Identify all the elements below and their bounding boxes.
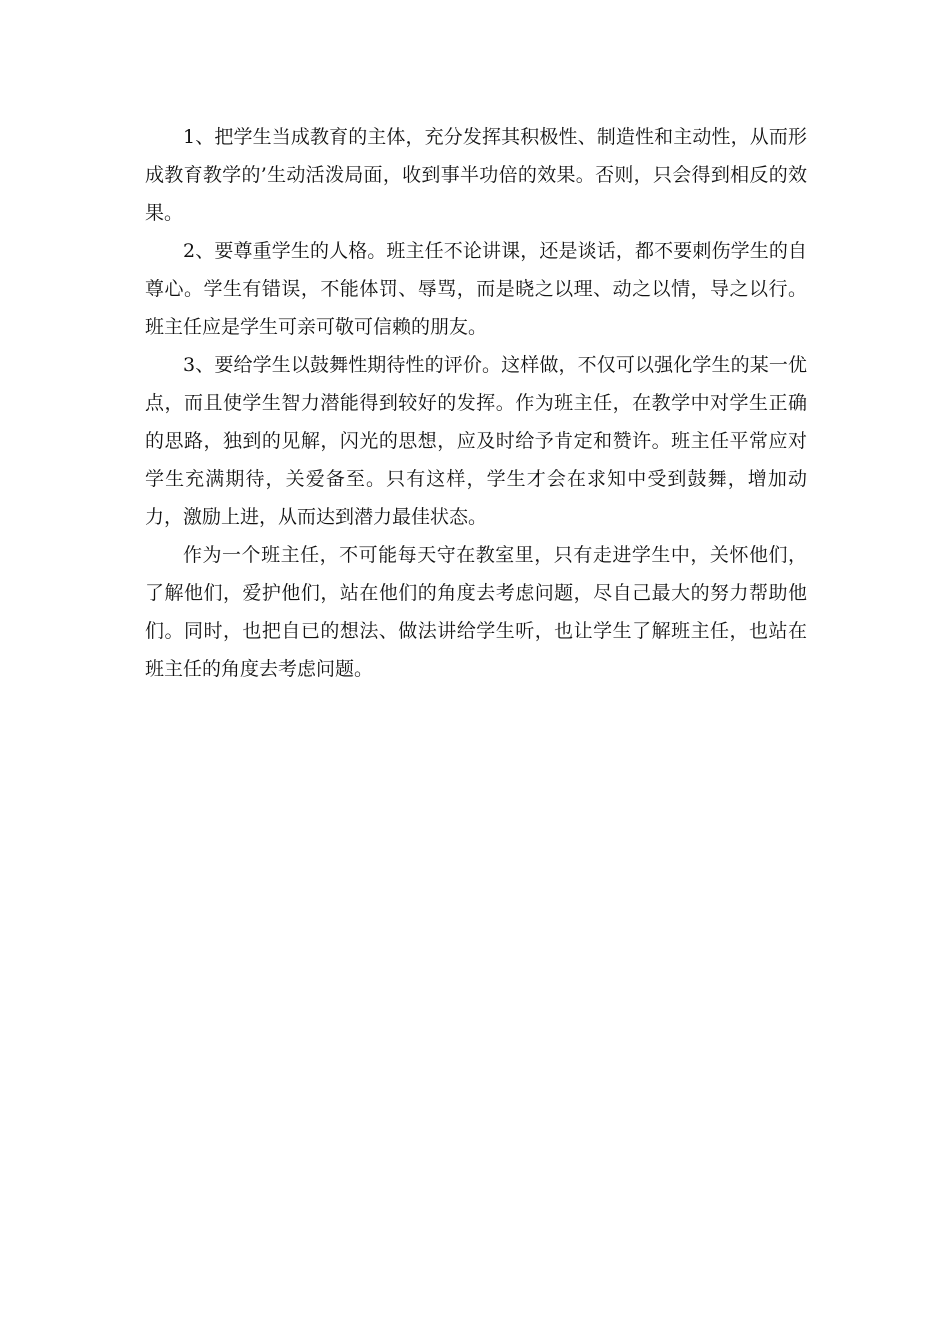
document-body xyxy=(145,118,807,688)
paragraph-4: 作为一个班主任，不可能每天守在教室里，只有走进学生中，关怀他们，了解他们，爱护他们，站在他们的角度去考虑问题，尽自己最大的努力帮助他们。同时，也把自已的想法、做法讲给学生听，也让学生了解班主任，也站在班主任的角度去考虑问题。 xyxy=(145,544,807,680)
paragraph-2: 2、要尊重学生的人格。班主任不论讲课，还是谈话，都不要刺伤学生的自尊心。学生有错误，不能体罚、辱骂，而是晓之以理、动之以情，导之以行。班主任应是学生可亲可敬可信赖的朋友。 xyxy=(145,240,807,338)
paragraph-3: 3、要给学生以鼓舞性期待性的评价。这样做，不仅可以强化学生的某一优点，而且使学生智力潜能得到较好的发挥。作为班主任，在教学中对学生正确的思路，独到的见解，闪光的思想，应及时给予肯定和赞许。班主任平常应对学生充满期待，关爱备至。只有这样，学生才会在求知中受到鼓舞，增加动力，激励上进，从而达到潜力最佳状态。 xyxy=(145,354,807,528)
paragraph-1: 1、把学生当成教育的主体，充分发挥其积极性、制造性和主动性，从而形成教育教学的’生动活泼局面，收到事半功倍的效果。否则，只会得到相反的效果。 xyxy=(145,126,807,224)
